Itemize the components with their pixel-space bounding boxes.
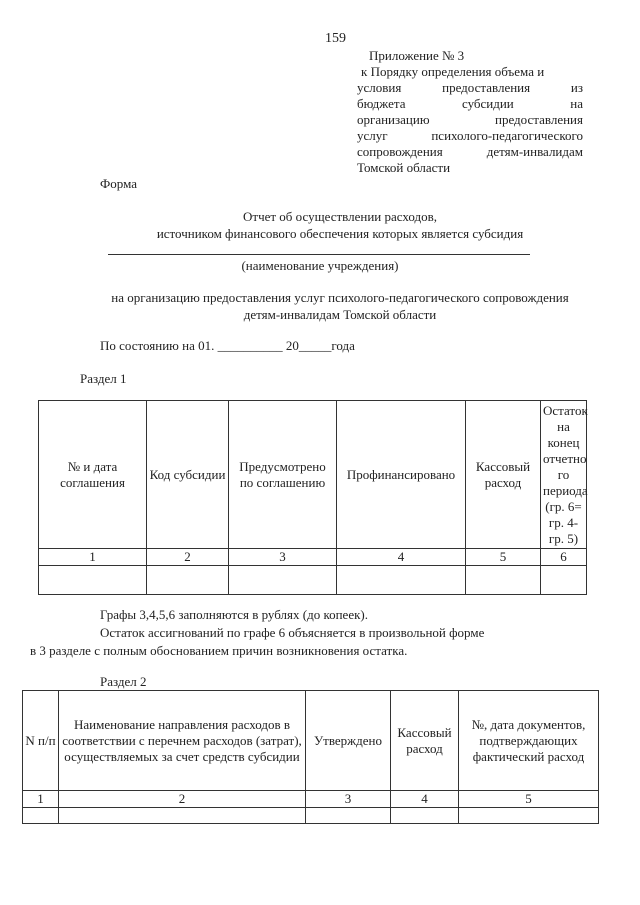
header-cell: Предусмотрено по соглашению: [229, 401, 337, 549]
report-title-line: Отчет об осуществлении расходов,: [243, 209, 437, 224]
header-cell: Утверждено: [306, 691, 391, 791]
empty-cell[interactable]: [541, 566, 587, 595]
appendix-line: к Порядку определения объема и: [361, 64, 545, 79]
empty-cell[interactable]: [229, 566, 337, 595]
empty-cell[interactable]: [147, 566, 229, 595]
header-cell: N п/п: [23, 691, 59, 791]
appendix-line: бюджета субсидии на: [357, 96, 583, 111]
report-title: [60, 208, 620, 242]
table-number-row: [23, 791, 599, 808]
empty-cell[interactable]: [23, 808, 59, 824]
appendix-block: [357, 48, 583, 176]
number-cell: 1: [23, 791, 59, 808]
section2-title: Раздел 2: [100, 674, 147, 689]
header-cell: Кассовый расход: [466, 401, 541, 549]
table-row: [23, 808, 599, 824]
empty-cell[interactable]: [391, 808, 459, 824]
purpose: [40, 289, 640, 323]
purpose-line: детям-инвалидам Томской области: [243, 307, 437, 322]
as-of-date: По состоянию на 01. __________ 20_____года: [100, 338, 355, 353]
number-cell: 3: [306, 791, 391, 808]
appendix-title: Приложение № 3: [369, 48, 465, 63]
section1-table: [38, 400, 587, 595]
note-line: в 3 разделе с полным обоснованием причин возникновения остатка.: [30, 643, 408, 658]
header-cell: Кассовый расход: [391, 691, 459, 791]
number-cell: 6: [541, 549, 587, 566]
table-header-row: [39, 401, 587, 549]
number-cell: 5: [466, 549, 541, 566]
appendix-line: условия предоставления из: [357, 80, 583, 95]
page-number: 159: [325, 31, 346, 46]
header-cell: Код субсидии: [147, 401, 229, 549]
header-cell: Профинансировано: [337, 401, 466, 549]
number-cell: 4: [391, 791, 459, 808]
number-cell: 3: [229, 549, 337, 566]
section2-table: [22, 690, 599, 824]
appendix-line: Томской области: [357, 160, 451, 175]
appendix-line: организацию предоставления: [357, 112, 583, 127]
purpose-line: на организацию предоставления услуг психолого-педагогического сопровождения: [111, 290, 569, 305]
empty-cell[interactable]: [59, 808, 306, 824]
table-number-row: [39, 549, 587, 566]
header-cell: Наименование направления расходов в соответствии с перечнем расходов (затрат), осуществляемых за счет средств субсидии: [59, 691, 306, 791]
institution-caption: (наименование учреждения): [241, 258, 399, 273]
table-header-row: [23, 691, 599, 791]
form-label: Форма: [100, 176, 137, 191]
section1-title: Раздел 1: [80, 371, 127, 386]
note-line: Графы 3,4,5,6 заполняются в рублях (до копеек).: [100, 607, 368, 622]
appendix-line: сопровождения детям-инвалидам: [357, 144, 583, 159]
empty-cell[interactable]: [306, 808, 391, 824]
header-cell: Остаток на конец отчетно го периода (гр. 6= гр. 4- гр. 5): [541, 401, 587, 549]
number-cell: 2: [59, 791, 306, 808]
appendix-line: услуг психолого-педагогического: [357, 128, 583, 143]
empty-cell[interactable]: [337, 566, 466, 595]
institution-name-line: [108, 254, 530, 255]
number-cell: 1: [39, 549, 147, 566]
table-row: [39, 566, 587, 595]
report-title-line: источником финансового обеспечения которых является субсидия: [156, 226, 524, 241]
empty-cell[interactable]: [459, 808, 599, 824]
notes: [30, 606, 590, 660]
number-cell: 2: [147, 549, 229, 566]
number-cell: 5: [459, 791, 599, 808]
header-cell: № и дата соглашения: [39, 401, 147, 549]
empty-cell[interactable]: [39, 566, 147, 595]
note-line: Остаток ассигнований по графе 6 объясняется в произвольной форме: [100, 625, 485, 640]
header-cell: №, дата документов, подтверждающих фактический расход: [459, 691, 599, 791]
number-cell: 4: [337, 549, 466, 566]
empty-cell[interactable]: [466, 566, 541, 595]
